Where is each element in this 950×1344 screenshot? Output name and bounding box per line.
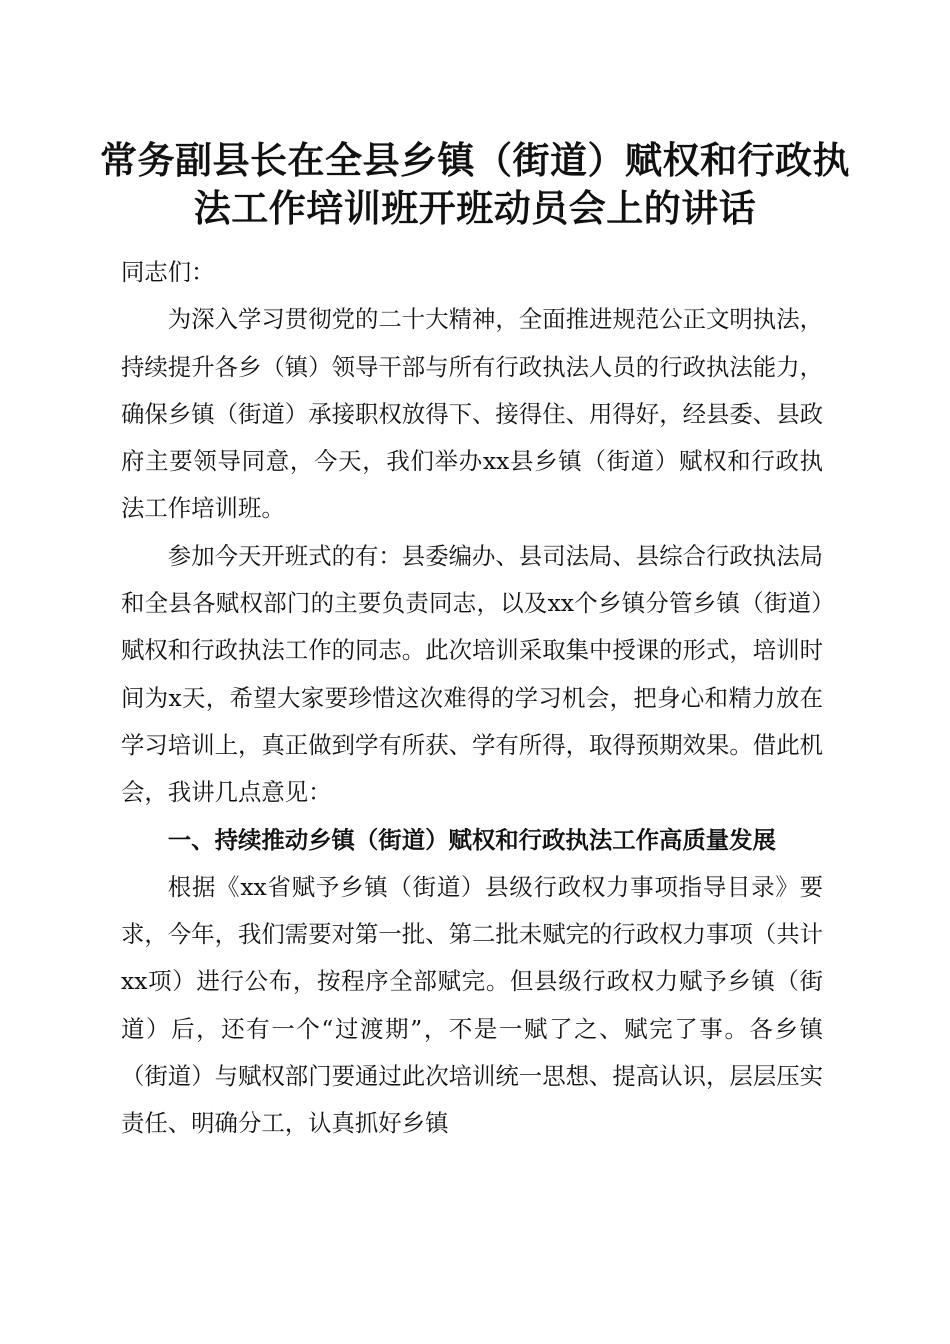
- paragraph-2: 参加今天开班式的有：县委编办、县司法局、县综合行政执法局和全县各赋权部门的主要负责同志，以及xx个乡镇分管乡镇（街道）赋权和行政执法工作的同志。此次培训采取集中授课的形式，培训时间为x天，希望大家要珍惜这次难得的学习机会，把身心和精力放在学习培训上，真正做到学有所获、学有所得，取得预期效果。借此机会，我讲几点意见：: [121, 541, 823, 807]
- paragraph-1: 为深入学习贯彻党的二十大精神，全面推进规范公正文明执法，持续提升各乡（镇）领导干部与所有行政执法人员的行政执法能力，确保乡镇（街道）承接职权放得下、接得住、用得好，经县委、县政府主要领导同意，今天，我们举办xx县乡镇（街道）赋权和行政执法工作培训班。: [121, 305, 823, 523]
- title-line-2: 法工作培训班开班动员会上的讲话: [193, 186, 757, 230]
- paragraph-3: 根据《xx省赋予乡镇（街道）县级行政权力事项指导目录》要求，今年，我们需要对第一批、第二批未赋完的行政权力事项（共计xx项）进行公布，按程序全部赋完。但县级行政权力赋予乡镇（街道）后，还有一个“过渡期”，不是一赋了之、赋完了事。各乡镇（街道）与赋权部门要通过此次培训统一思想、提高认识，层层压实责任、明确分工，认真抓好乡镇: [121, 872, 823, 1138]
- salutation: 同志们：: [121, 258, 215, 286]
- document-title: [100, 136, 850, 232]
- section-1-heading: 一、持续推动乡镇（街道）赋权和行政执法工作高质量发展: [167, 825, 776, 854]
- title-line-1: 常务副县长在全县乡镇（街道）赋权和行政执: [100, 138, 850, 182]
- document-body: [121, 249, 823, 1148]
